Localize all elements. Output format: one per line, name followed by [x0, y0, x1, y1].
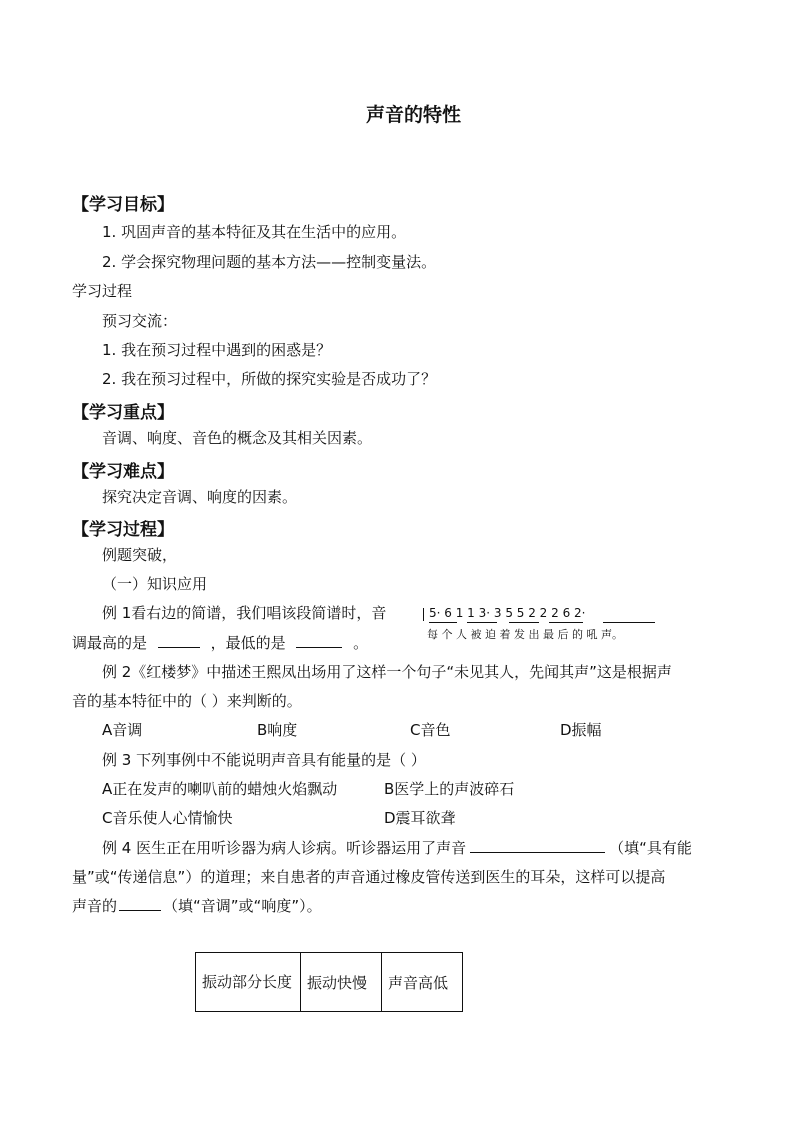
score-barline: [423, 608, 424, 621]
ex1-highest-label: 调最高的是: [72, 634, 148, 652]
ex1-line1: 例 1看右边的简谱，我们唱该段简谱时，音: [102, 604, 387, 622]
page-title: 声音的特性: [365, 104, 461, 126]
score-beam: [603, 622, 655, 623]
ex2-option-b: B响度: [257, 721, 298, 739]
goal-item-2: 2. 学会探究物理问题的基本方法——控制变量法。: [102, 253, 437, 271]
vibration-table: [195, 952, 463, 1012]
score-beam: [429, 622, 457, 623]
ex2-line1: 例 2《红楼梦》中描述王熙凤出场用了这样一个句子“未见其人，先闻其声”这是根据声: [102, 663, 672, 681]
ex3-option-c: C音乐使人心情愉快: [102, 809, 233, 827]
ex1-lowest-label: ，最低的是: [210, 634, 286, 652]
ex4-line3-start: 声音的: [72, 897, 118, 915]
ex3-option-d: D震耳欲聋: [384, 809, 456, 827]
ex1-lowest-blank[interactable]: [296, 633, 342, 648]
ex3-option-b: B医学上的声波碎石: [384, 780, 515, 798]
goal-item-1: 1. 巩固声音的基本特征及其在生活中的应用。: [102, 223, 407, 241]
ex4-line2: 量”或“传递信息”）的道理；来自患者的声音通过橡皮管传送到医生的耳朵，这样可以提高: [72, 868, 666, 886]
score-beam: [467, 622, 497, 623]
difficulty-heading: 【学习难点】: [72, 462, 174, 482]
ex2-line2: 音的基本特征中的（ ）来判断的。: [72, 692, 302, 710]
section-knowledge: （一）知识应用: [102, 575, 208, 593]
ex4-line1-start: 例 4 医生正在用听诊器为病人诊病。听诊器运用了声音: [102, 839, 467, 857]
score-beam: [509, 622, 539, 623]
ex3-option-a: A正在发声的喇叭前的蜡烛火焰飘动: [102, 780, 338, 798]
ex4-line3: [72, 896, 322, 916]
table-header-pitch: 声音高低: [382, 953, 463, 1012]
preview-item-1: 1. 我在预习过程中遇到的困惑是？: [102, 341, 332, 359]
ex3-line1: 例 3 下列事例中不能说明声音具有能量的是（ ）: [102, 751, 426, 769]
score-notes: 5· 6 1 1 3· 3 5 5 2 2 2 6 2·: [429, 606, 586, 620]
ex4-line3-end: （填“音调”或“响度”）。: [163, 897, 322, 915]
table-header-length: 振动部分长度: [196, 953, 301, 1012]
examples-label: 例题突破，: [102, 546, 178, 564]
process2-heading: 【学习过程】: [72, 520, 174, 540]
process-label: 学习过程: [72, 282, 133, 300]
preview-label: 预习交流：: [102, 312, 178, 330]
ex2-option-a: A音调: [102, 721, 143, 739]
table-row: [196, 953, 463, 1012]
key-points-heading: 【学习重点】: [72, 403, 174, 423]
score-lyrics: 每 个 人 被 迫 着 发 出 最 后 的 吼 声。: [427, 628, 623, 641]
numbered-score: [423, 606, 723, 646]
ex1-line2: [72, 633, 368, 653]
score-beam: [549, 622, 583, 623]
ex4-energy-blank[interactable]: [470, 838, 605, 853]
ex2-option-d: D振幅: [560, 721, 602, 739]
ex1-highest-blank[interactable]: [158, 633, 200, 648]
key-points-text: 音调、响度、音色的概念及其相关因素。: [102, 429, 373, 447]
table-header-speed: 振动快慢: [301, 953, 382, 1012]
difficulty-text: 探究决定音调、响度的因素。: [102, 488, 298, 506]
ex4-loudness-blank[interactable]: [119, 896, 161, 911]
ex4-line1-end: （填“具有能: [609, 839, 692, 857]
goals-heading: 【学习目标】: [72, 195, 174, 215]
ex1-end: 。: [353, 634, 369, 652]
preview-item-2: 2. 我在预习过程中，所做的探究实验是否成功了？: [102, 370, 437, 388]
ex2-option-c: C音色: [410, 721, 451, 739]
ex4-line1: [102, 838, 692, 858]
